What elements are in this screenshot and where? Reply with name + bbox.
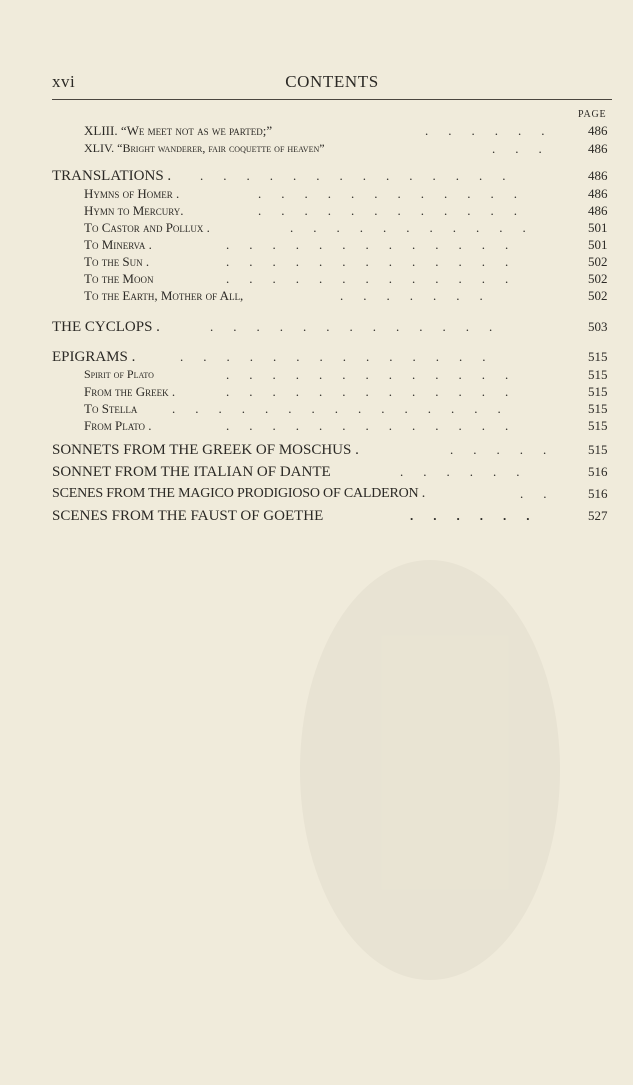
entry-page: 501 [588,237,608,252]
entry-title: XLIII. “We meet not as we parted;” [84,123,273,138]
dot-leader: ....... [340,288,503,303]
toc-entry [0,349,633,367]
header-rule [52,99,612,100]
entry-page: 515 [588,367,608,382]
running-title: CONTENTS [285,72,379,91]
dot-leader: .............. [180,349,506,364]
entry-page: 501 [588,220,608,235]
entry-title: THE CYCLOPS . [52,319,160,335]
dot-leader: ............ [258,186,537,201]
entry-title: SONNET FROM THE ITALIAN OF DANTE [52,464,331,480]
toc-entry [0,319,633,337]
entry-page: 516 [588,464,608,479]
entry-title: To the Sun . [84,254,150,269]
toc-entry [0,220,633,238]
toc-entry [0,203,633,221]
page-column-label: PAGE [578,109,607,120]
dot-leader: ...... [425,123,565,138]
entry-page: 503 [588,319,608,334]
toc-entry [0,168,633,186]
toc-entry [0,271,633,289]
toc-entry [0,237,633,255]
dot-leader: ..... [450,442,567,457]
dot-leader: ............. [210,319,513,334]
entry-page: 515 [588,418,608,433]
toc-entry [0,123,633,141]
entry-page: 515 [588,349,608,364]
entry-page: 486 [588,203,608,218]
dot-leader: .............. [200,168,526,183]
entry-title: EPIGRAMS . [52,349,136,365]
entry-page: 516 [588,486,608,501]
dot-leader: ............. [226,418,529,433]
entry-title: To Stella [84,401,138,416]
dot-leader: ............. [226,237,529,252]
toc-entry [0,508,633,526]
entry-page: 515 [588,442,608,457]
dot-leader: ............. [226,254,529,269]
entry-title: From the Greek . [84,384,176,399]
entry-page: 502 [588,288,608,303]
entry-title: From Plato . [84,418,152,433]
dot-leader: ...... [400,464,540,479]
entry-page: 486 [588,123,608,138]
entry-title: To the Earth, Mother of All, [84,288,244,303]
entry-title: SCENES FROM THE FAUST OF GOETHE [52,508,324,524]
dot-leader: ... [492,141,562,156]
toc-entry [0,141,633,159]
folio-number: xvi [52,72,76,91]
toc-entry [0,367,633,385]
entry-page: 527 [588,508,608,523]
dot-leader: ............ [258,203,537,218]
page-header [52,72,612,94]
toc-entry [0,288,633,306]
toc-entry [0,384,633,402]
dot-leader: ............. [226,271,529,286]
entry-page: 515 [588,401,608,416]
entry-title: Hymns of Homer . [84,186,180,201]
dot-leader: .. [520,486,567,501]
entry-title: Hymn to Mercury. [84,203,184,218]
entry-page: 502 [588,254,608,269]
toc-entry [0,442,633,460]
entry-title: To Castor and Pollux . [84,220,210,235]
entry-page: 486 [588,186,608,201]
entry-page: 486 [588,168,608,183]
entry-title: To Minerva . [84,237,152,252]
dot-leader: ...... [410,508,550,523]
toc-entry [0,186,633,204]
entry-title: Spirit of Plato [84,367,154,381]
entry-page: 515 [588,384,608,399]
dot-leader: ............... [172,401,521,416]
dot-leader: ............. [226,384,529,399]
entry-title: TRANSLATIONS . [52,168,172,184]
page-blemish [300,560,560,980]
entry-page: 486 [588,141,608,156]
dot-leader: ............. [226,367,529,382]
toc-entry [0,401,633,419]
entry-title: To the Moon [84,271,154,286]
entry-page: 502 [588,271,608,286]
toc-entry [0,464,633,482]
entry-title: SCENES FROM THE MAGICO PRODIGIOSO OF CALDERON . [52,486,426,501]
toc-entry [0,418,633,436]
toc-entry [0,254,633,272]
entry-title: XLIV. “Bright wanderer, fair coquette of heaven” [84,141,325,155]
toc-entry [0,486,633,504]
entry-title: SONNETS FROM THE GREEK OF MOSCHUS . [52,442,359,458]
dot-leader: ........... [290,220,546,235]
